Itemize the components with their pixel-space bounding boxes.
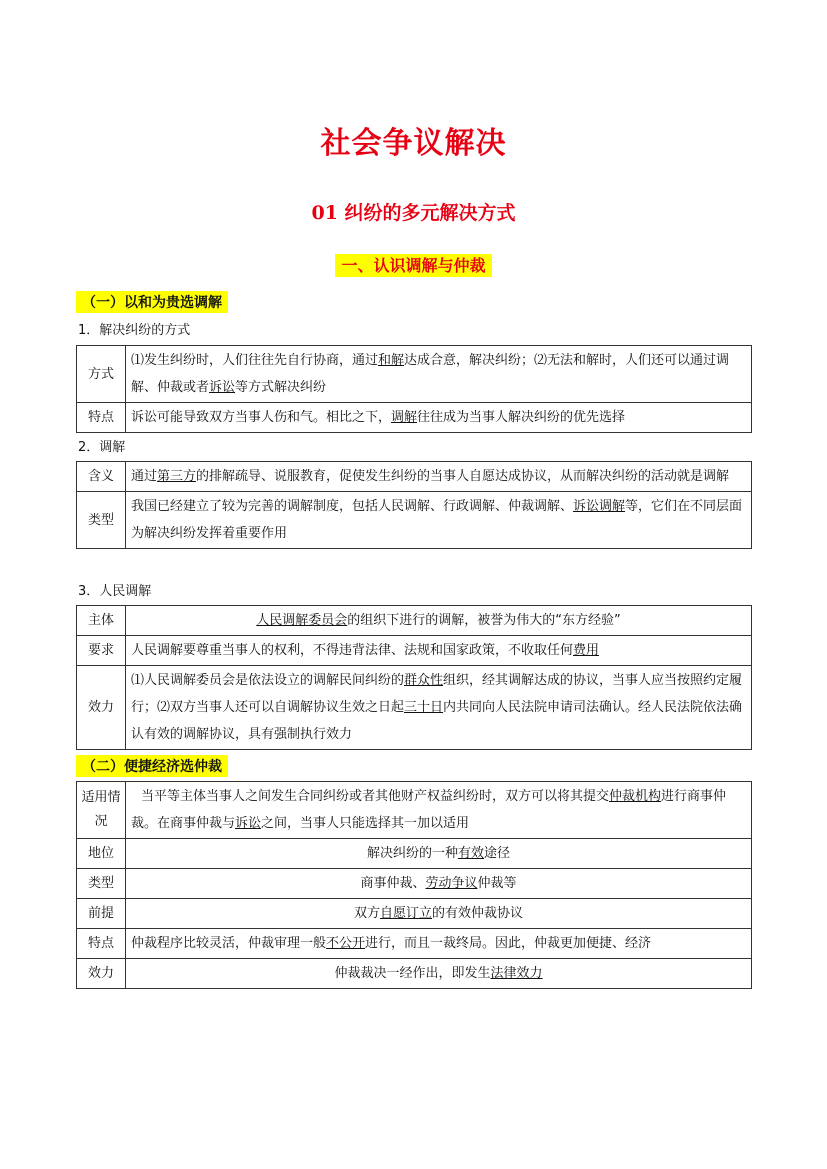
part2-heading: （二）便捷经济选仲裁 [76, 755, 228, 777]
row-content: 商事仲裁、劳动争议仲裁等 [126, 869, 752, 899]
row-label: 效力 [77, 666, 126, 750]
row-label: 特点 [77, 929, 126, 959]
table-row [77, 839, 752, 869]
row-content: 仲裁程序比较灵活，仲裁审理一般不公开进行，而且一裁终局。因此，仲裁更加便捷、经济 [126, 929, 752, 959]
row-content: 人民调解要尊重当事人的权利，不得违背法律、法规和国家政策，不收取任何费用 [126, 636, 752, 666]
table-row [77, 666, 752, 750]
dispute-methods-table [76, 345, 752, 433]
row-label: 效力 [77, 959, 126, 989]
table-row [77, 636, 752, 666]
table-row [77, 606, 752, 636]
table-row [77, 899, 752, 929]
section-heading-text: 一、认识调解与仲裁 [335, 254, 491, 277]
section-heading [0, 253, 827, 276]
table-row [77, 929, 752, 959]
part1-heading: （一）以和为贵选调解 [76, 291, 228, 313]
row-label: 前提 [77, 899, 126, 929]
row-content: 双方自愿订立的有效仲裁协议 [126, 899, 752, 929]
item3-heading: 3．人民调解 [78, 584, 152, 599]
peoples-mediation-table [76, 605, 752, 750]
row-content: 通过第三方的排解疏导、说服教育，促使发生纠纷的当事人自愿达成协议，从而解决纠纷的活动就是调解 [126, 462, 752, 492]
table-row [77, 346, 752, 403]
row-label: 类型 [77, 492, 126, 549]
table-row [77, 492, 752, 549]
item1-heading: 1．解决纠纷的方式 [78, 323, 191, 338]
table-row [77, 782, 752, 839]
table-row [77, 462, 752, 492]
row-label: 方式 [77, 346, 126, 403]
row-content: 解决纠纷的一种有效途径 [126, 839, 752, 869]
row-content: 当平等主体当事人之间发生合同纠纷或者其他财产权益纠纷时，双方可以将其提交仲裁机构进行商事仲裁。在商事仲裁与诉讼之间，当事人只能选择其一加以适用 [126, 782, 752, 839]
table-row [77, 959, 752, 989]
row-content: ⑴人民调解委员会是依法设立的调解民间纠纷的群众性组织，经其调解达成的协议，当事人应当按照约定履行；⑵双方当事人还可以自调解协议生效之日起三十日内共同向人民法院申请司法确认。经人民法院依法确认有效的调解协议，具有强制执行效力 [126, 666, 752, 750]
table-row [77, 403, 752, 433]
row-content: ⑴发生纠纷时，人们往往先自行协商，通过和解达成合意，解决纠纷；⑵无法和解时，人们还可以通过调解、仲裁或者诉讼等方式解决纠纷 [126, 346, 752, 403]
row-content: 人民调解委员会的组织下进行的调解，被誉为伟大的“东方经验” [126, 606, 752, 636]
row-label: 类型 [77, 869, 126, 899]
row-label: 地位 [77, 839, 126, 869]
row-label: 含义 [77, 462, 126, 492]
row-label: 特点 [77, 403, 126, 433]
mediation-table [76, 461, 752, 549]
row-content: 仲裁裁决一经作出，即发生法律效力 [126, 959, 752, 989]
lesson-subtitle: 01 纠纷的多元解决方式 [311, 202, 516, 224]
row-label: 适用情况 [77, 782, 126, 839]
row-label: 主体 [77, 606, 126, 636]
row-content: 诉讼可能导致双方当事人伤和气。相比之下，调解往往成为当事人解决纠纷的优先选择 [126, 403, 752, 433]
page-title: 社会争议解决 [320, 126, 507, 161]
row-label: 要求 [77, 636, 126, 666]
arbitration-table [76, 781, 752, 989]
table-row [77, 869, 752, 899]
row-content: 我国已经建立了较为完善的调解制度，包括人民调解、行政调解、仲裁调解、诉讼调解等，它们在不同层面为解决纠纷发挥着重要作用 [126, 492, 752, 549]
item2-heading: 2．调解 [78, 440, 126, 455]
